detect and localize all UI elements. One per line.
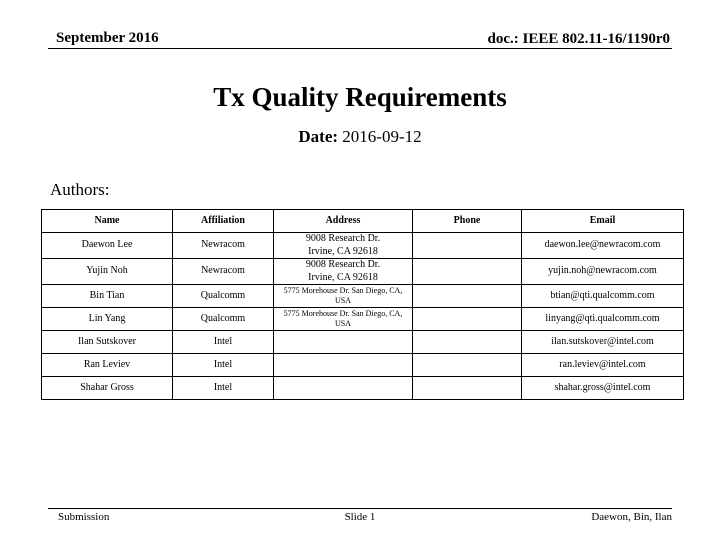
cell-affiliation: Intel	[173, 377, 274, 400]
cell-name: Bin Tian	[42, 285, 173, 308]
cell-affiliation: Intel	[173, 331, 274, 354]
cell-email: ilan.sutskover@intel.com	[522, 331, 684, 354]
date-label: Date:	[298, 127, 339, 146]
table-row	[42, 233, 684, 259]
slide-title: Tx Quality Requirements	[213, 82, 507, 112]
table-header-row	[42, 210, 684, 233]
cell-affiliation: Qualcomm	[173, 308, 274, 331]
cell-phone	[413, 233, 522, 259]
cell-address: 9008 Research Dr. Irvine, CA 92618	[274, 259, 413, 285]
date-value: 2016-09-12	[342, 127, 422, 146]
header-doc-id: doc.: IEEE 802.11-16/1190r0	[487, 31, 670, 47]
cell-name: Ilan Sutskover	[42, 331, 173, 354]
cell-name: Yujin Noh	[42, 259, 173, 285]
cell-address	[274, 354, 413, 377]
authors-table	[41, 209, 684, 400]
cell-email: ran.leviev@intel.com	[522, 354, 684, 377]
cell-email: yujin.noh@newracom.com	[522, 259, 684, 285]
header-date: September 2016	[56, 30, 159, 46]
footer-divider	[48, 508, 672, 509]
table-row	[42, 354, 684, 377]
cell-phone	[413, 377, 522, 400]
cell-name: Lin Yang	[42, 308, 173, 331]
cell-name: Ran Leviev	[42, 354, 173, 377]
cell-email: daewon.lee@newracom.com	[522, 233, 684, 259]
col-header-email: Email	[522, 210, 684, 233]
cell-phone	[413, 354, 522, 377]
table-row	[42, 377, 684, 400]
cell-name: Shahar Gross	[42, 377, 173, 400]
cell-address: 5775 Morehouse Dr. San Diego, CA, USA	[274, 308, 413, 331]
cell-address	[274, 377, 413, 400]
cell-name: Daewon Lee	[42, 233, 173, 259]
cell-email: btian@qti.qualcomm.com	[522, 285, 684, 308]
authors-heading: Authors:	[50, 180, 110, 199]
table-row	[42, 259, 684, 285]
cell-phone	[413, 259, 522, 285]
cell-phone	[413, 308, 522, 331]
footer-authors: Daewon, Bin, Ilan	[591, 511, 672, 523]
col-header-name: Name	[42, 210, 173, 233]
cell-affiliation: Newracom	[173, 259, 274, 285]
table-row	[42, 285, 684, 308]
cell-affiliation: Intel	[173, 354, 274, 377]
cell-address: 5775 Morehouse Dr. San Diego, CA, USA	[274, 285, 413, 308]
cell-email: linyang@qti.qualcomm.com	[522, 308, 684, 331]
header-divider	[48, 48, 672, 49]
footer-submission: Submission	[58, 511, 110, 523]
cell-address	[274, 331, 413, 354]
cell-address: 9008 Research Dr. Irvine, CA 92618	[274, 233, 413, 259]
cell-phone	[413, 285, 522, 308]
col-header-affiliation: Affiliation	[173, 210, 274, 233]
footer-slide-number: Slide 1	[344, 511, 376, 523]
cell-phone	[413, 331, 522, 354]
cell-affiliation: Qualcomm	[173, 285, 274, 308]
date-line	[0, 127, 720, 147]
table-row	[42, 331, 684, 354]
col-header-phone: Phone	[413, 210, 522, 233]
cell-affiliation: Newracom	[173, 233, 274, 259]
col-header-address: Address	[274, 210, 413, 233]
table-row	[42, 308, 684, 331]
cell-email: shahar.gross@intel.com	[522, 377, 684, 400]
